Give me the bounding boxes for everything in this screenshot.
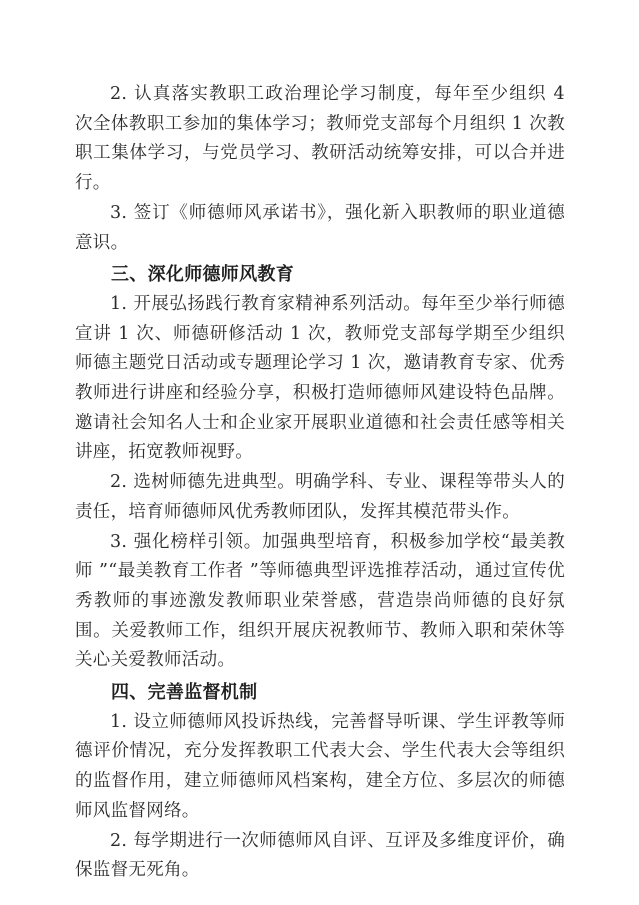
paragraph-educator-spirit: 1. 开展弘扬践行教育家精神系列活动。每年至少举行师德宣讲 1 次、师德研修活动 1 次，教师党支部每学期至少组织师德主题党日活动或专题理论学习 1 次，邀请教育专家、优秀教师进行讲座和经验分享，积极打造师德师风建设特色品牌。邀请社会知名人士和企业家开展职业道德和社会责任感等相关讲座，拓宽教师视野。 [75, 293, 565, 463]
section-heading-three: 三、深化师德师风教育 [111, 264, 294, 286]
paragraph-political-study: 2. 认真落实教职工政治理论学习制度，每年至少组织 4 次全体教职工参加的集体学习；教师党支部每个月组织 1 次教职工集体学习，与党员学习、教研活动统筹安排，可以合并进行。 [75, 84, 565, 194]
paragraph-supervision-hotline: 1. 设立师德师风投诉热线，完善督导听课、学生评教等师德评价情况，充分发挥教职工代表大会、学生代表大会等组织的监督作用，建立师德师风档案构，建全方位、多层次的师德师风监督网络。 [75, 711, 565, 821]
paragraph-role-models: 2. 选树师德先进典型。明确学科、专业、课程等带头人的责任，培育师德师风优秀教师团队，发挥其模范带头作。 [75, 472, 565, 522]
section-heading-four: 四、完善监督机制 [111, 682, 258, 704]
paragraph-semester-evaluation: 2. 每学期进行一次师德师风自评、互评及多维度评价，确保监督无死角。 [75, 830, 565, 881]
paragraph-exemplary-leading: 3. 强化榜样引领。加强典型培育，积极参加学校“最美教师 ”“最美教育工作者 ”等师德典型评选推荐活动，通过宣传优秀教师的事迹激发教师职业荣誉感，营造崇尚师德的良好氛围。关爱教师工作，组织开展庆祝教师节、教师入职和荣休等关心关爱教师活动。 [75, 531, 565, 671]
paragraph-commitment-letter: 3. 签订《师德师风承诺书》，强化新入职教师的职业道德意识。 [75, 202, 565, 253]
